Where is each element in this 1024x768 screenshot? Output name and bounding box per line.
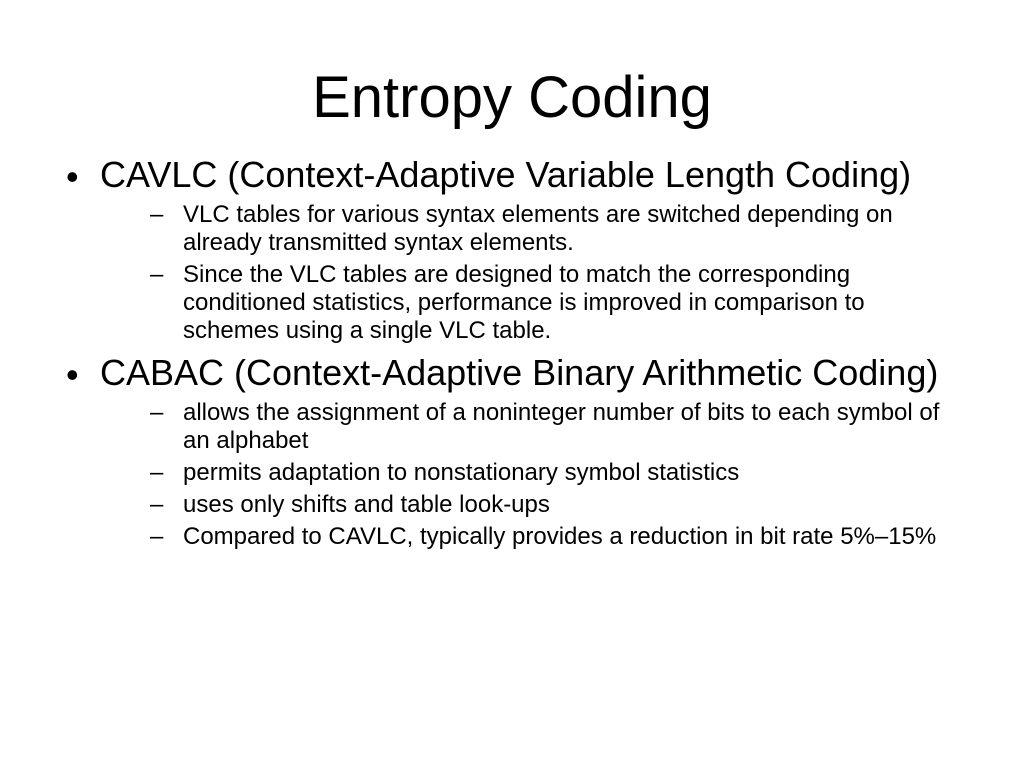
sub-list-cavlc bbox=[100, 201, 967, 345]
sub-marker: – bbox=[150, 491, 164, 518]
slide-content bbox=[62, 155, 967, 559]
sub-text: Compared to CAVLC, typically provides a reduction in bit rate 5%–15% bbox=[183, 523, 937, 550]
sub-text: VLC tables for various syntax elements are switched depending on already transmitted syntax elements. bbox=[183, 201, 893, 256]
sub-text: permits adaptation to nonstationary symbol statistics bbox=[183, 459, 740, 486]
sub-text: allows the assignment of a noninteger number of bits to each symbol of an alphabet bbox=[183, 399, 940, 454]
bullet-marker: • bbox=[66, 354, 79, 395]
sub-item bbox=[100, 399, 967, 455]
sub-item bbox=[100, 201, 967, 257]
sub-marker: – bbox=[150, 261, 164, 288]
bullet-text: CAVLC (Context-Adaptive Variable Length Coding) bbox=[100, 154, 912, 195]
sub-item bbox=[100, 261, 967, 345]
bullet-item-cavlc bbox=[62, 155, 967, 345]
sub-item bbox=[100, 491, 967, 519]
sub-text: Since the VLC tables are designed to match the corresponding conditioned statistics, performance is improved in comparison to schemes using a single VLC table. bbox=[183, 261, 865, 344]
sub-marker: – bbox=[150, 201, 164, 228]
sub-text: uses only shifts and table look-ups bbox=[183, 491, 550, 518]
bullet-item-cabac bbox=[62, 353, 967, 551]
sub-list-cabac bbox=[100, 399, 967, 551]
sub-marker: – bbox=[150, 399, 164, 426]
sub-item bbox=[100, 459, 967, 487]
bullet-marker: • bbox=[66, 156, 79, 197]
sub-marker: – bbox=[150, 523, 164, 550]
sub-item bbox=[100, 523, 967, 551]
bullet-text: CABAC (Context-Adaptive Binary Arithmetic Coding) bbox=[100, 352, 939, 393]
slide-title: Entropy Coding bbox=[312, 65, 712, 130]
sub-marker: – bbox=[150, 459, 164, 486]
bullet-list bbox=[62, 155, 967, 551]
